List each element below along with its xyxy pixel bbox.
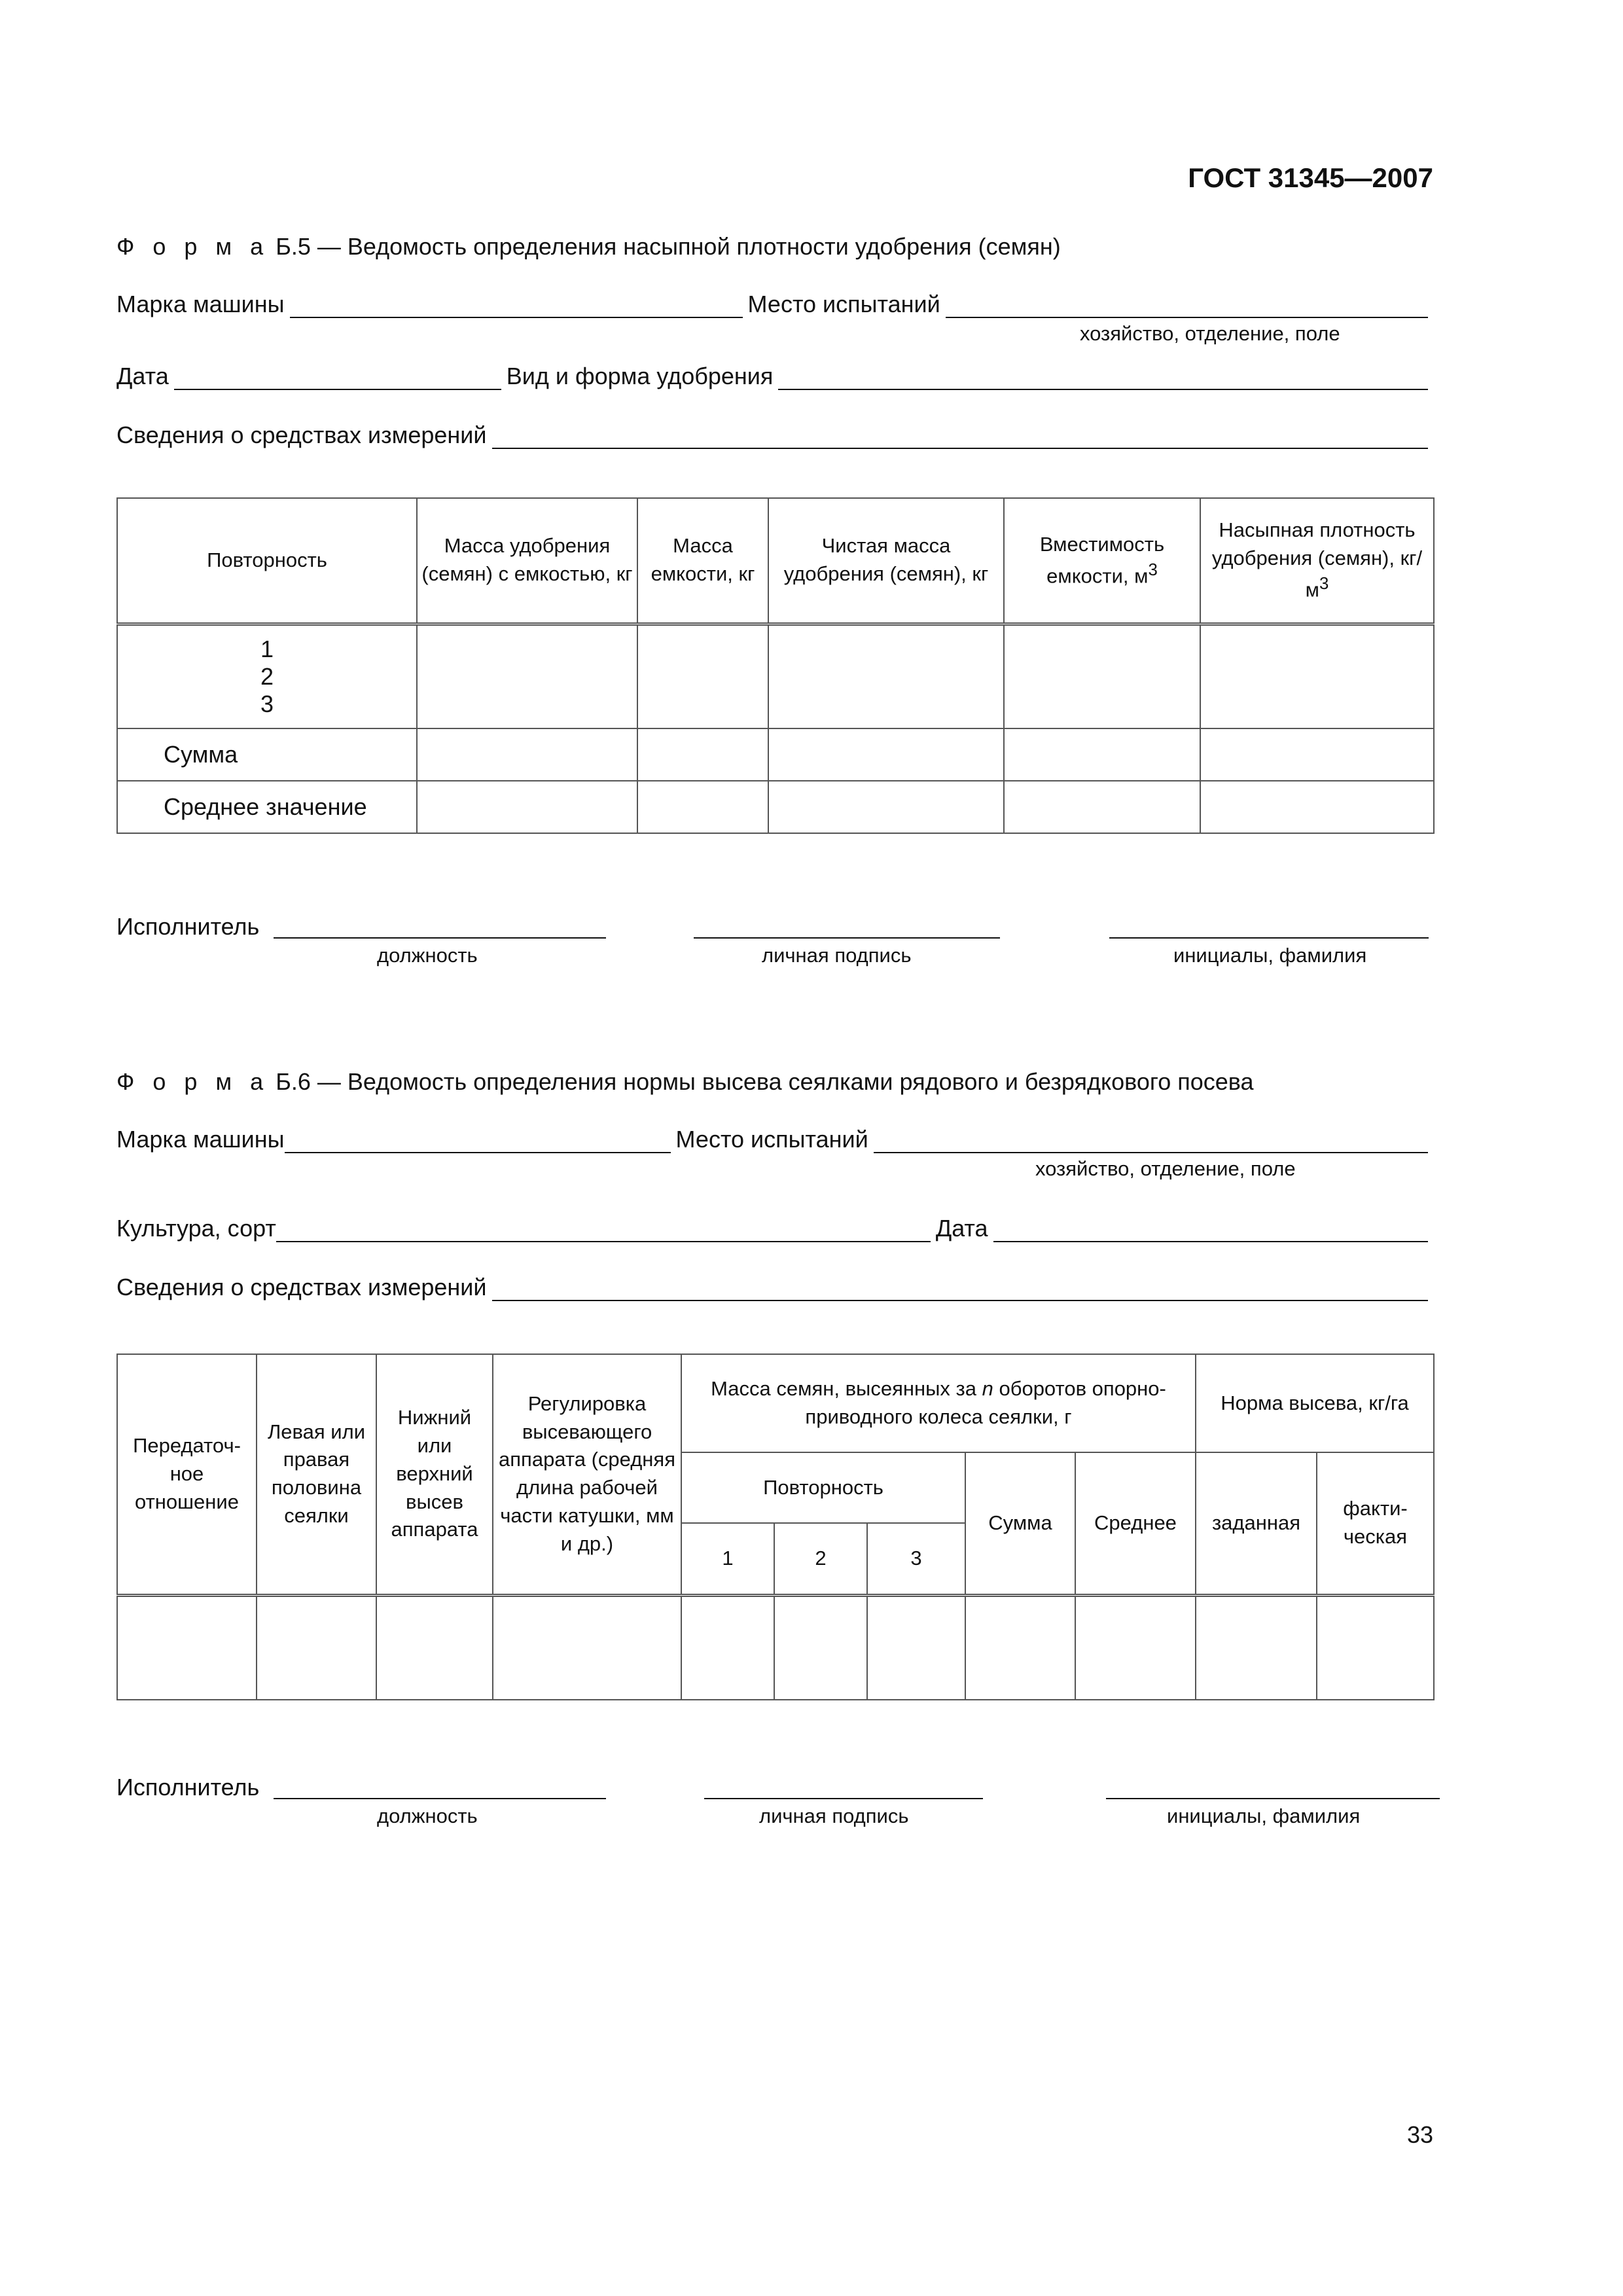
table-cell[interactable] xyxy=(417,728,637,781)
instr-field[interactable] xyxy=(492,424,1428,449)
superscript: 3 xyxy=(1148,560,1158,579)
table-cell[interactable] xyxy=(1200,624,1434,728)
header-repeat-2: 2 xyxy=(774,1523,867,1595)
mass-group-text: оборотов опорно-приводного колеса сеялки, г xyxy=(805,1377,1166,1428)
instr-row xyxy=(116,1271,1433,1301)
document-code: ГОСТ 31345—2007 xyxy=(1188,162,1433,193)
place-caption: хозяйство, отделение, поле xyxy=(1080,322,1340,345)
header-repeat-3: 3 xyxy=(867,1523,965,1595)
header-cell xyxy=(1200,498,1434,624)
signature-caption: личная подпись xyxy=(759,1804,909,1827)
crop-date-row xyxy=(116,1212,1433,1242)
table-cell[interactable] xyxy=(1200,728,1434,781)
header-text: Вместимость емкости, м xyxy=(1039,532,1165,587)
header-cell: Чистая масса удобрения (семян), кг xyxy=(768,498,1004,624)
page-number: 33 xyxy=(1406,2121,1433,2148)
mass-group-text: Масса семян, высеянных за xyxy=(711,1377,976,1401)
position-field[interactable] xyxy=(274,936,606,939)
table-cell[interactable] xyxy=(768,781,1004,833)
form-label: Ф о р м а xyxy=(116,233,270,260)
position-caption: должность xyxy=(377,1804,478,1827)
table-cell[interactable] xyxy=(257,1595,376,1700)
table-cell[interactable] xyxy=(117,1595,257,1700)
table-cell[interactable] xyxy=(493,1595,681,1700)
table-cell[interactable] xyxy=(1075,1595,1196,1700)
header-seed-level: Нижний или верхний высев аппарата xyxy=(376,1354,493,1595)
signature-field[interactable] xyxy=(704,1797,983,1799)
name-caption: инициалы, фамилия xyxy=(1167,1804,1361,1827)
date-label: Дата xyxy=(935,1215,988,1242)
table-cell[interactable] xyxy=(768,624,1004,728)
name-caption: инициалы, фамилия xyxy=(1173,944,1367,967)
table-row xyxy=(117,1595,1434,1700)
table-row xyxy=(117,624,1434,728)
machine-label: Марка машины xyxy=(116,1126,285,1153)
table-cell[interactable] xyxy=(1200,781,1434,833)
repeat-numbers xyxy=(117,624,417,728)
table-cell[interactable] xyxy=(1004,781,1200,833)
table-header-row xyxy=(117,1354,1434,1452)
header-norm-group: Норма высева, кг/га xyxy=(1196,1354,1434,1452)
date-field[interactable] xyxy=(174,365,501,390)
form-b6-table xyxy=(116,1354,1435,1700)
table-cell[interactable] xyxy=(637,624,768,728)
signature-field[interactable] xyxy=(694,936,1000,939)
position-field[interactable] xyxy=(274,1797,606,1799)
instr-label: Сведения о средствах измерений xyxy=(116,422,487,448)
date-fert-row xyxy=(116,360,1433,390)
machine-label: Марка машины xyxy=(116,291,285,317)
date-label: Дата xyxy=(116,363,169,389)
position-caption: должность xyxy=(377,944,478,967)
place-label: Место испытаний xyxy=(675,1126,868,1153)
header-sum: Сумма xyxy=(965,1452,1075,1595)
header-actual: факти-ческая xyxy=(1317,1452,1434,1595)
repeat-number: 1 xyxy=(260,635,274,662)
repeat-number: 2 xyxy=(260,662,274,690)
machine-field[interactable] xyxy=(290,293,743,318)
signature-caption: личная подпись xyxy=(762,944,912,967)
place-label: Место испытаний xyxy=(747,291,940,317)
crop-field[interactable] xyxy=(276,1217,931,1242)
header-avg: Среднее xyxy=(1075,1452,1196,1595)
superscript: 3 xyxy=(1319,574,1329,593)
machine-place-row xyxy=(116,288,1433,318)
repeat-number: 3 xyxy=(260,690,274,717)
table-header-row xyxy=(117,498,1434,624)
table-cell[interactable] xyxy=(417,781,637,833)
table-cell[interactable] xyxy=(965,1595,1075,1700)
place-field[interactable] xyxy=(946,293,1428,318)
table-cell[interactable] xyxy=(417,624,637,728)
table-cell[interactable] xyxy=(637,728,768,781)
form-label: Ф о р м а xyxy=(116,1068,270,1095)
place-caption: хозяйство, отделение, поле xyxy=(1035,1157,1296,1180)
header-cell: Масса емкости, кг xyxy=(637,498,768,624)
place-field[interactable] xyxy=(874,1128,1428,1153)
header-half: Левая или правая половина сеялки xyxy=(257,1354,376,1595)
table-cell[interactable] xyxy=(1004,728,1200,781)
header-adjust: Регулировка высевающего аппарата (средняя длина рабочей части катушки, мм и др.) xyxy=(493,1354,681,1595)
instr-label: Сведения о средствах измерений xyxy=(116,1274,487,1300)
header-mass-group xyxy=(681,1354,1196,1452)
executor-label: Исполнитель xyxy=(116,913,260,940)
date-field[interactable] xyxy=(993,1217,1428,1242)
table-cell[interactable] xyxy=(637,781,768,833)
instr-row xyxy=(116,419,1433,449)
header-text: Насыпная плотность удобрения (семян), кг/м xyxy=(1211,518,1423,601)
table-cell[interactable] xyxy=(774,1595,867,1700)
name-field[interactable] xyxy=(1106,1797,1440,1799)
header-repeat-group: Повторность xyxy=(681,1452,965,1523)
name-field[interactable] xyxy=(1109,936,1429,939)
table-cell[interactable] xyxy=(1196,1595,1317,1700)
machine-field[interactable] xyxy=(285,1128,671,1153)
form-title-text: Б.5 — Ведомость определения насыпной плотности удобрения (семян) xyxy=(276,233,1061,260)
crop-label: Культура, сорт xyxy=(116,1215,276,1242)
table-cell[interactable] xyxy=(681,1595,774,1700)
header-ratio: Передаточ-ное отношение xyxy=(117,1354,257,1595)
form-b6-title xyxy=(116,1068,1254,1096)
table-row xyxy=(117,781,1434,833)
avg-label: Среднее значение xyxy=(117,781,417,833)
mass-group-n: n xyxy=(982,1377,993,1401)
fert-label: Вид и форма удобрения xyxy=(506,363,774,389)
form-b5-table xyxy=(116,497,1435,834)
header-given: заданная xyxy=(1196,1452,1317,1595)
table-row xyxy=(117,728,1434,781)
table-cell[interactable] xyxy=(768,728,1004,781)
header-cell: Масса удобрения (семян) с емкостью, кг xyxy=(417,498,637,624)
sum-label: Сумма xyxy=(117,728,417,781)
header-cell xyxy=(1004,498,1200,624)
table-cell[interactable] xyxy=(1004,624,1200,728)
table-cell[interactable] xyxy=(867,1595,965,1700)
table-cell[interactable] xyxy=(376,1595,493,1700)
form-title-text: Б.6 — Ведомость определения нормы высева сеялками рядового и безрядкового посева xyxy=(276,1068,1254,1095)
fert-field[interactable] xyxy=(778,365,1428,390)
table-cell[interactable] xyxy=(1317,1595,1434,1700)
machine-place-row xyxy=(116,1123,1433,1153)
instr-field[interactable] xyxy=(492,1276,1428,1301)
form-b5-title xyxy=(116,233,1061,260)
executor-label: Исполнитель xyxy=(116,1774,260,1801)
header-repeat-1: 1 xyxy=(681,1523,774,1595)
header-cell: Повторность xyxy=(117,498,417,624)
